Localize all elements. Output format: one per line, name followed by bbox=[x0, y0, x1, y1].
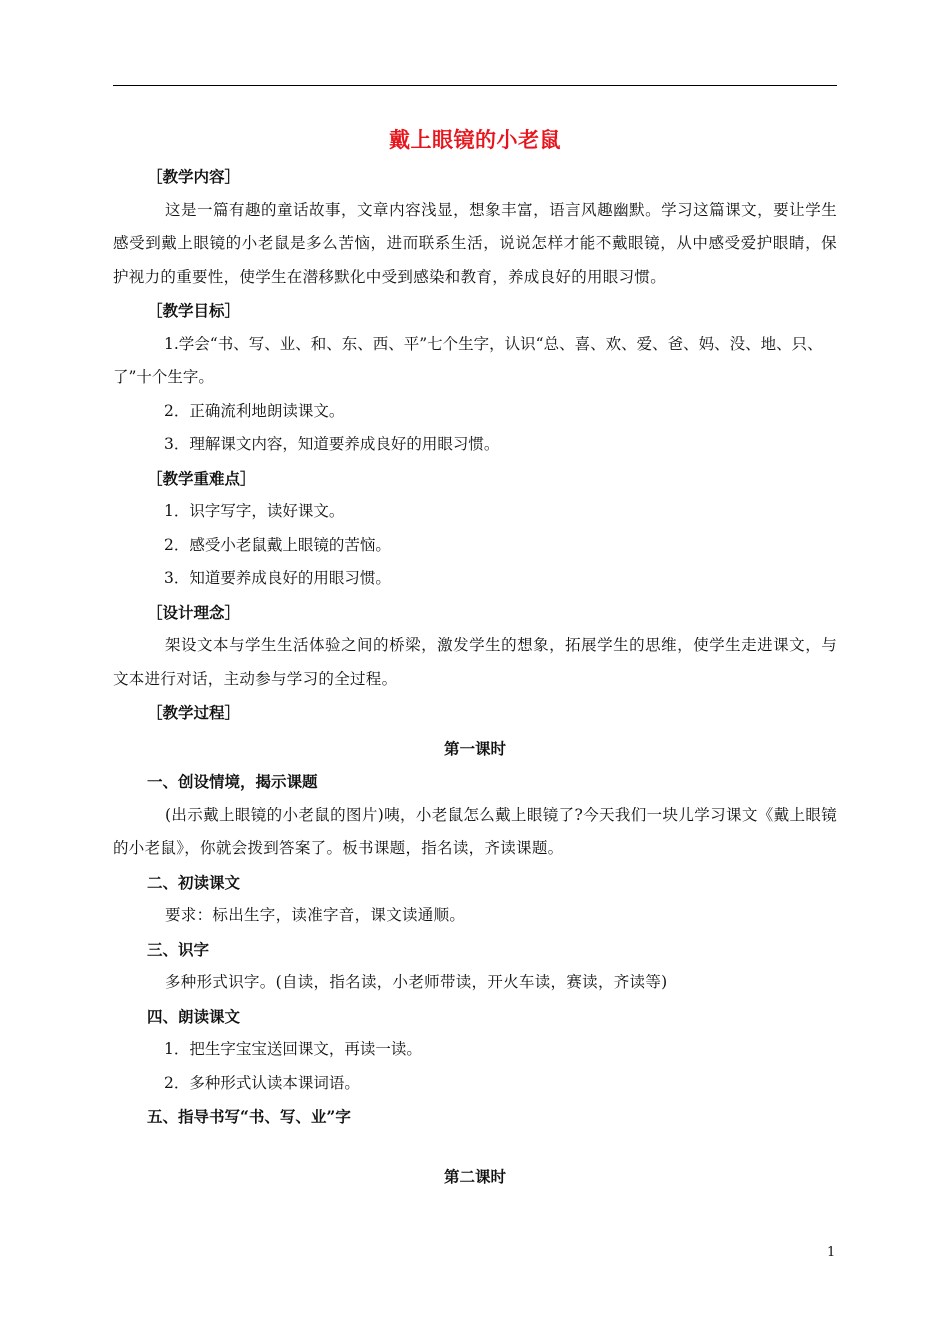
document-title: 戴上眼镜的小老鼠 bbox=[389, 127, 561, 152]
content-paragraph: 这是一篇有趣的童话故事，文章内容浅显，想象丰富，语言风趣幽默。学习这篇课文，要让学生感受到戴上眼镜的小老鼠是多么苦恼，进而联系生活，说说怎样才能不戴眼镜，从中感受爱护眼睛，保护视力的重要性，使学生在潜移默化中受到感染和教育，养成良好的用眼习惯。 bbox=[113, 200, 837, 286]
key-point-item: 3．知道要养成良好的用眼习惯。 bbox=[164, 569, 391, 587]
lesson-one-title: 第一课时 bbox=[443, 738, 506, 758]
step-heading: 三、识字 bbox=[147, 939, 210, 959]
section-heading-process: ［教学过程］ bbox=[147, 703, 241, 722]
lesson-two-title: 第二课时 bbox=[443, 1166, 506, 1186]
header-rule bbox=[113, 85, 837, 86]
goal-item: 2．正确流利地朗读课文。 bbox=[164, 401, 345, 420]
concept-paragraph: 架设文本与学生生活体验之间的桥梁，激发学生的想象，拓展学生的思维，使学生走进课文，与文本进行对话，主动参与学习的全过程。 bbox=[113, 636, 837, 688]
section-heading-goals: ［教学目标］ bbox=[147, 301, 241, 320]
step-heading: 四、朗读课文 bbox=[147, 1006, 241, 1026]
key-point-item: 1．识字写字，读好课文。 bbox=[164, 502, 345, 520]
step-paragraph: 要求：标出生字，读准字音，课文读通顺。 bbox=[165, 906, 466, 924]
section-heading-concept: ［设计理念］ bbox=[147, 602, 241, 622]
step-heading: 五、指导书写“书、写、业”字 bbox=[147, 1107, 351, 1126]
key-point-item: 2．感受小老鼠戴上眼镜的苦恼。 bbox=[164, 535, 391, 554]
step-item: 2．多种形式认读本课词语。 bbox=[164, 1073, 360, 1092]
step-item: 1．把生字宝宝送回课文，再读一读。 bbox=[164, 1040, 422, 1058]
page-number: 1 bbox=[827, 1245, 836, 1260]
goal-item: 1.学会“书、写、业、和、东、西、平”七个生字，认识“总、喜、欢、爱、爸、妈、没、地、只、了”十个生字。 bbox=[113, 334, 823, 386]
section-heading-key-points: ［教学重难点］ bbox=[147, 468, 256, 488]
step-paragraph: (出示戴上眼镜的小老鼠的图片)咦，小老鼠怎么戴上眼镜了?今天我们一块儿学习课文《戴上眼镜的小老鼠》，你就会拨到答案了。板书课题，指名读，齐读课题。 bbox=[113, 805, 837, 857]
step-heading: 一、创设情境，揭示课题 bbox=[147, 772, 318, 791]
section-heading-content: ［教学内容］ bbox=[147, 167, 241, 186]
step-paragraph: 多种形式识字。(自读，指名读，小老师带读，开火车读，赛读，齐读等) bbox=[165, 973, 668, 991]
step-heading: 二、初读课文 bbox=[147, 872, 241, 892]
goal-item: 3．理解课文内容，知道要养成良好的用眼习惯。 bbox=[164, 435, 500, 453]
document-body bbox=[113, 160, 837, 1193]
